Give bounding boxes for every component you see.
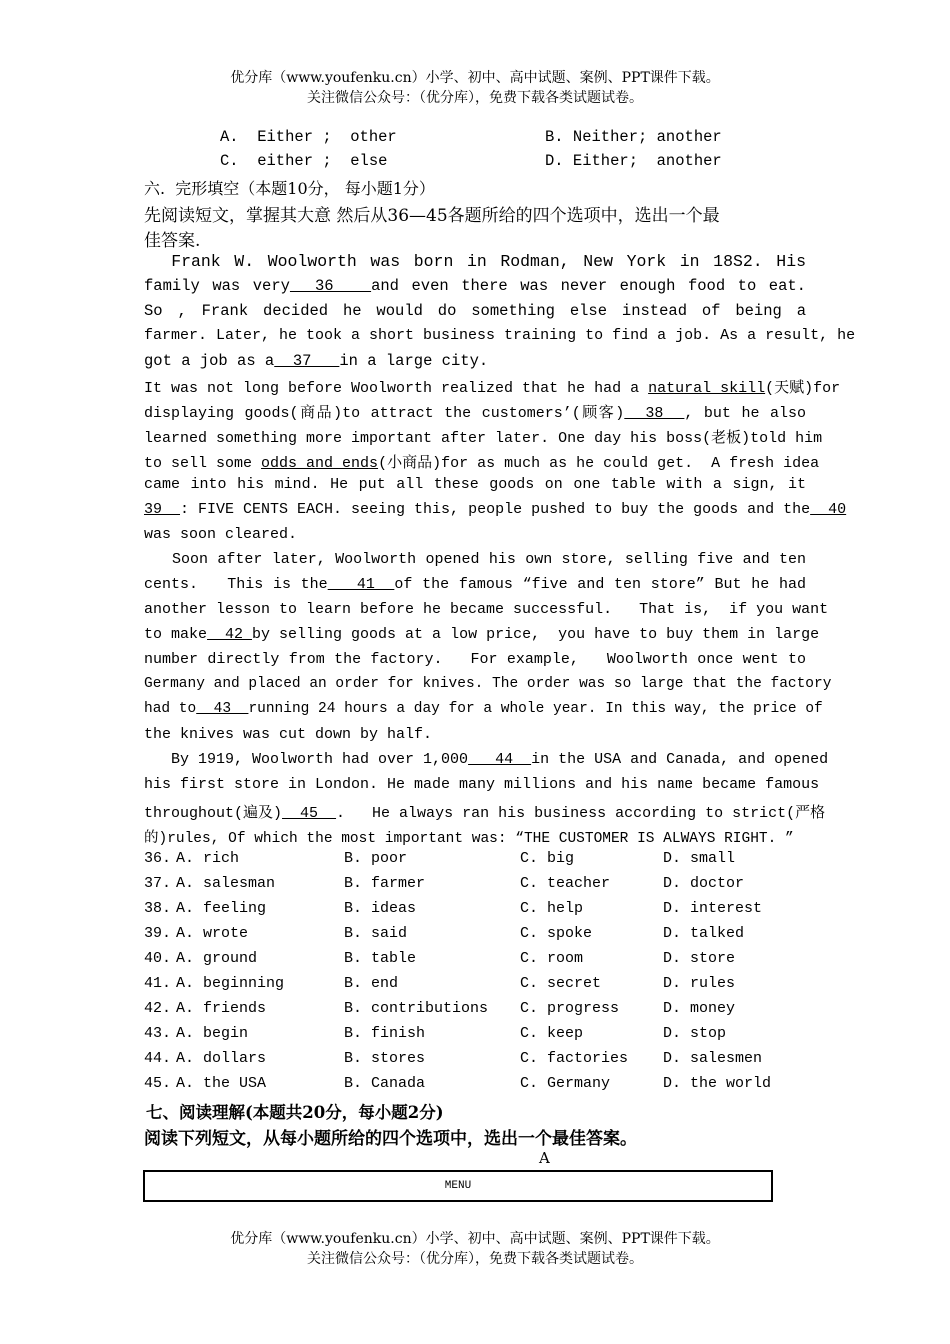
question-option-a: A. feeling: [176, 900, 267, 917]
question-option-b: B. finish: [344, 1025, 426, 1042]
prev-option-d: D. Either; another: [545, 152, 722, 170]
passage-line: to make 42 by selling goods at a low price, you have to buy them in large: [144, 626, 820, 643]
blank-36: 36: [289, 277, 372, 295]
question-option-b: B. farmer: [344, 875, 426, 892]
passage-line: cents. This is the 41 of the famous “five and ten store” But he had: [144, 576, 806, 593]
blank-38: 38: [624, 405, 685, 422]
passage-line: had to 43 running 24 hours a day for a whole year. In this way, the price of: [144, 701, 823, 717]
question-option-a: A. wrote: [176, 925, 249, 942]
passage-line: was soon cleared.: [144, 526, 298, 543]
question-option-b: B. ideas: [344, 900, 417, 917]
prev-option-a: A. Either ; other: [220, 128, 397, 146]
blank-45: 45: [282, 805, 337, 822]
passage-line: family was very 36 and even there was never enough food to eat.: [144, 277, 806, 295]
question-number: 37.: [144, 875, 172, 892]
question-option-c: C. room: [520, 950, 584, 967]
passage-line: to sell some odds and ends(小商品)for as much as he could get. A fresh idea: [144, 455, 820, 472]
passage-line: throughout(遍及) 45 . He always ran his business according to strict(严格: [144, 805, 826, 822]
question-number: 36.: [144, 850, 172, 867]
passage-line: By 1919, Woolworth had over 1,000 44 in the USA and Canada, and opened: [144, 751, 829, 768]
header-line-2: 关注微信公众号：（优分库），免费下载各类试题试卷。: [307, 90, 643, 106]
question-option-b: B. stores: [344, 1050, 426, 1067]
question-option-a: A. begin: [176, 1025, 249, 1042]
question-option-b: B. Canada: [344, 1075, 426, 1092]
passage-line: So , Frank decided he would do something else instead of being a: [144, 302, 806, 320]
footer-line-2: 关注微信公众号：（优分库），免费下载各类试题试卷。: [307, 1251, 643, 1267]
question-option-d: D. rules: [663, 975, 736, 992]
footer-line-1: 优分库（www.youfenku.cn）小学、初中、高中试题、案例、PPT课件下载。: [230, 1231, 720, 1247]
prev-option-b: B. Neither; another: [545, 128, 722, 146]
question-option-b: B. table: [344, 950, 417, 967]
blank-40: 40: [810, 501, 847, 518]
passage-line: Germany and placed an order for knives. The order was so large that the factory: [144, 676, 832, 692]
section6-title: 六. 完形填空（本题10分， 每小题1分）: [144, 179, 435, 198]
question-option-b: B. end: [344, 975, 399, 992]
question-option-c: C. keep: [520, 1025, 584, 1042]
prev-option-c: C. either ; else: [220, 152, 388, 170]
passage-line: came into his mind. He put all these goods on one table with a sign, it: [144, 476, 806, 493]
menu-label: MENU: [444, 1180, 472, 1192]
passage-line: his first store in London. He made many millions and his name became famous: [144, 776, 820, 793]
question-option-a: A. the USA: [176, 1075, 267, 1092]
question-option-a: A. beginning: [176, 975, 285, 992]
question-option-b: B. contributions: [344, 1000, 489, 1017]
question-option-d: D. money: [663, 1000, 736, 1017]
passage-line: got a job as a 37 in a large city.: [144, 352, 489, 370]
blank-39: 39: [144, 501, 181, 518]
passage-line: Soon after later, Woolworth opened his own store, selling five and ten: [144, 551, 806, 568]
question-number: 38.: [144, 900, 172, 917]
question-option-d: D. doctor: [663, 875, 745, 892]
question-option-c: C. teacher: [520, 875, 611, 892]
question-number: 45.: [144, 1075, 172, 1092]
question-number: 41.: [144, 975, 172, 992]
question-option-a: A. friends: [176, 1000, 267, 1017]
question-number: 39.: [144, 925, 172, 942]
passage-line: It was not long before Woolworth realized that he had a natural skill(天赋)for: [144, 380, 841, 397]
part-label: A: [539, 1149, 550, 1167]
question-number: 42.: [144, 1000, 172, 1017]
section6-instruction-1: 先阅读短文，掌握其大意 然后从36—45各题所给的四个选项中，选出一个最: [144, 206, 720, 226]
passage-line: the knives was cut down by half.: [144, 726, 433, 743]
question-option-d: D. store: [663, 950, 736, 967]
section7-title: 七、阅读理解(本题共20分，每小题2分): [146, 1103, 444, 1122]
passage-line: another lesson to learn before he became successful. That is, if you want: [144, 601, 829, 618]
passage-line: Frank W. Woolworth was born in Rodman, New York in 18S2. His: [144, 252, 806, 271]
section7-instruction: 阅读下列短文，从每小题所给的四个选项中，选出一个最佳答案。: [144, 1129, 637, 1149]
blank-37: 37: [274, 352, 340, 370]
question-option-c: C. factories: [520, 1050, 629, 1067]
question-option-c: C. progress: [520, 1000, 620, 1017]
blank-41: 41: [327, 576, 395, 593]
question-option-c: C. big: [520, 850, 575, 867]
blank-43: 43: [196, 701, 249, 717]
question-option-a: A. dollars: [176, 1050, 267, 1067]
question-option-b: B. poor: [344, 850, 408, 867]
question-option-a: A. salesman: [176, 875, 276, 892]
question-option-c: C. Germany: [520, 1075, 611, 1092]
passage-line: 的)rules, Of which the most important was: “THE CUSTOMER IS ALWAYS RIGHT. ”: [144, 831, 794, 847]
passage-line: 39 : FIVE CENTS EACH. seeing this, people pushed to buy the goods and the 40: [144, 501, 847, 518]
question-number: 44.: [144, 1050, 172, 1067]
question-option-d: D. talked: [663, 925, 745, 942]
section6-instruction-2: 佳答案.: [144, 231, 201, 251]
question-option-a: A. ground: [176, 950, 258, 967]
blank-44: 44: [468, 751, 532, 768]
question-option-d: D. salesmen: [663, 1050, 763, 1067]
question-option-c: C. spoke: [520, 925, 593, 942]
question-option-b: B. said: [344, 925, 408, 942]
question-option-a: A. rich: [176, 850, 240, 867]
question-number: 40.: [144, 950, 172, 967]
header-line-1: 优分库（www.youfenku.cn）小学、初中、高中试题、案例、PPT课件下载。: [230, 70, 720, 86]
question-option-c: C. secret: [520, 975, 602, 992]
passage-line: learned something more important after later. One day his boss(老板)told him: [144, 430, 823, 447]
passage-line: displaying goods(商品)to attract the customers’(顾客) 38 , but he also: [144, 405, 806, 422]
question-option-d: D. small: [663, 850, 736, 867]
question-option-d: D. interest: [663, 900, 763, 917]
blank-42: 42: [207, 626, 253, 643]
question-number: 43.: [144, 1025, 172, 1042]
passage-line: number directly from the factory. For example, Woolworth once went to: [144, 651, 806, 668]
question-option-d: D. stop: [663, 1025, 727, 1042]
menu-box: [143, 1170, 773, 1202]
question-option-d: D. the world: [663, 1075, 772, 1092]
passage-line: farmer. Later, he took a short business training to find a job. As a result, he: [144, 327, 856, 344]
question-option-c: C. help: [520, 900, 584, 917]
